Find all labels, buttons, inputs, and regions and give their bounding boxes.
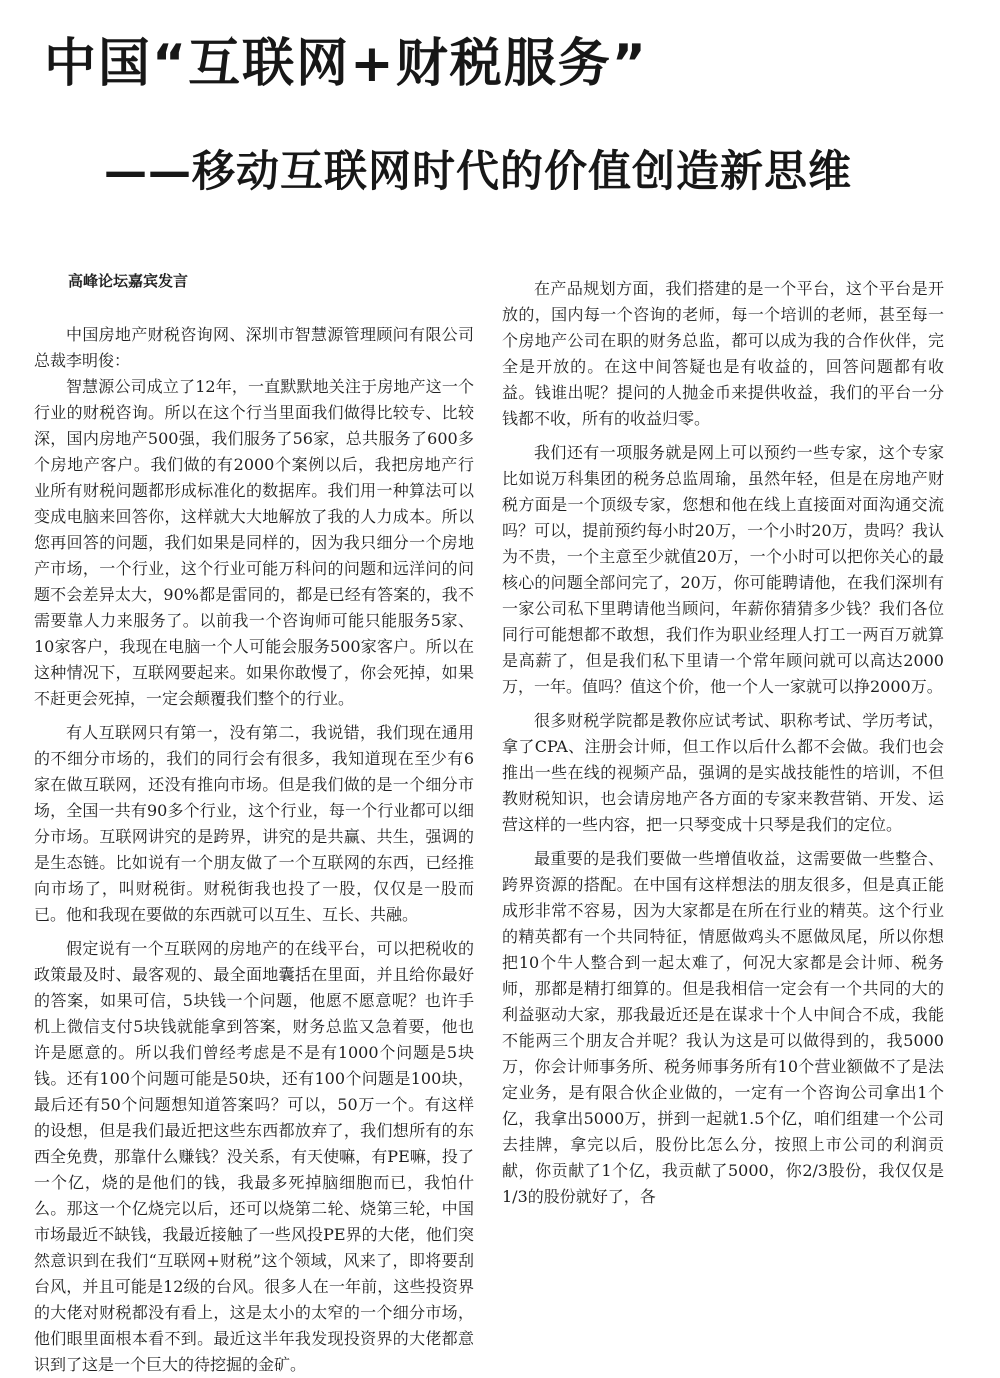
left-column: [34, 268, 474, 1374]
paragraph-5: 我们还有一项服务就是网上可以预约一些专家，这个专家比如说万科集团的税务总监周瑜，虽然年轻，但是在房地产财税方面是一个顶级专家，您想和他在线上直接面对面沟通交流吗？可以，提前预约每小时20万，一个小时20万，贵吗？我认为不贵，一个主意至少就值20万，一个小时可以把你关心的最核心的问题全部问完了，20万，你可能聘请他，在我们深圳有一家公司私下里聘请他当顾问，年薪你猜猜多少钱？我们各位同行可能想都不敢想，我们作为职业经理人打工一两百万就算是高薪了，但是我们私下里请一个常年顾问就可以高达2000万，一年。值吗？值这个价，他一个人一家就可以挣2000万。: [502, 443, 944, 696]
right-column: [502, 268, 944, 1268]
article-subtitle: ——移动互联网时代的价值创造新思维: [104, 147, 852, 197]
paragraph-6: 很多财税学院都是教你应试考试、职称考试、学历考试，拿了CPA、注册会计师，但工作以后什么都不会做。我们也会推出一些在线的视频产品，强调的是实战技能性的培训，不但教财税知识，也会请房地产各方面的专家来教营销、开发、运营这样的一些内容，把一只琴变成十只琴是我们的定位。: [502, 711, 944, 834]
paragraph-1: 智慧源公司成立了12年，一直默默地关注于房地产这一个行业的财税咨询。所以在这个行当里面我们做得比较专、比较深，国内房地产500强，我们服务了56家，总共服务了600多个房地产客户。我们做的有2000个案例以后，我把房地产行业所有财税问题都形成标准化的数据库。我们用一种算法可以变成电脑来回答你，这样就大大地解放了我的人力成本。所以您再回答的问题，我们如果是同样的，因为我只细分一个房地产市场，一个行业，这个行业可能万科问的问题和远洋问的问题不会差异太大，90%都是雷同的，都是已经有答案的，我不需要靠人力来服务了。以前我一个咨询师可能只能服务5家、10家客户，我现在电脑一个人可能会服务500家客户。所以在这种情况下，互联网要起来。如果你敢慢了，你会死掉，如果不赶更会死掉，一定会颠覆我们整个的行业。: [34, 377, 474, 708]
paragraph-4: 在产品规划方面，我们搭建的是一个平台，这个平台是开放的，国内每一个咨询的老师，每一个培训的老师，甚至每一个房地产公司在职的财务总监，都可以成为我的合作伙伴，完全是开放的。在这中间答疑也是有收益的，回答问题都有收益。钱谁出呢？提问的人抛金币来提供收益，我们的平台一分钱都不收，所有的收益归零。: [502, 279, 944, 428]
speaker-intro: 中国房地产财税咨询网、深圳市智慧源管理顾问有限公司总裁李明俊：: [34, 325, 474, 370]
paragraph-3: 假定说有一个互联网的房地产的在线平台，可以把税收的政策最及时、最客观的、最全面地囊括在里面，并且给你最好的答案，如果可信，5块钱一个问题，他愿不愿意呢？也许手机上微信支付5块钱就能拿到答案，财务总监又急着要，他也许是愿意的。所以我们曾经考虑是不是有1000个问题是5块钱。还有100个问题可能是50块，还有100个问题是100块，最后还有50个问题想知道答案吗？可以，50万一个。有这样的设想，但是我们最近把这些东西都放弃了，我们想所有的东西全免费，那靠什么赚钱？没关系，有天使嘛，有PE嘛，投了一个亿，烧的是他们的钱，我最多死掉脑细胞而已，我怕什么。那这一个亿烧完以后，还可以烧第二轮、烧第三轮，中国市场最近不缺钱，我最近接触了一些风投PE界的大佬，他们突然意识到在我们“互联网+财税”这个领域，风来了，即将要刮台风，并且可能是12级的台风。很多人在一年前，这些投资界的大佬对财税都没有看上，这是太小的太窄的一个细分市场，他们眼里面根本看不到。最近这半年我发现投资界的大佬都意识到了这是一个巨大的待挖掘的金矿。: [34, 939, 474, 1374]
paragraph-2: 有人互联网只有第一，没有第二，我说错，我们现在通用的不细分市场的，我们的同行会有很多，我知道现在至少有6家在做互联网，还没有推向市场。但是我们做的是一个细分市场，全国一共有90多个行业，这个行业，每一个行业都可以细分市场。互联网讲究的是跨界，讲究的是共赢、共生，强调的是生态链。比如说有一个朋友做了一个互联网的东西，已经推向市场了，叫财税街。财税街我也投了一股，仅仅是一股而已。他和我现在要做的东西就可以互生、互长、共融。: [34, 723, 474, 924]
paragraph-7: 最重要的是我们要做一些增值收益，这需要做一些整合、跨界资源的搭配。在中国有这样想法的朋友很多，但是真正能成形非常不容易，因为大家都是在所在行业的精英。这个行业的精英都有一个共同特征，情愿做鸡头不愿做凤尾，所以你想把10个牛人整合到一起太难了，何况大家都是会计师、税务师，那都是精打细算的。但是我相信一定会有一个共同的大的利益驱动大家，那我最近还是在谋求十个人中间合不成，我能不能两三个朋友合并呢？我认为这是可以做得到的，我5000万，你会计师事务所、税务师事务所有10个营业额做不了是法定业务，是有限合伙企业做的，一定有一个咨询公司拿出1个亿，我拿出5000万，拼到一起就1.5个亿，咱们组建一个公司去挂牌，拿完以后，股份比怎么分，按照上市公司的利润贡献，你贡献了1个亿，我贡献了5000，你2/3股份，我仅仅是1/3的股份就好了，各: [502, 849, 944, 1206]
article-title: 中国“互联网+财税服务”: [44, 34, 648, 94]
forum-label: 高峰论坛嘉宾发言: [68, 272, 189, 290]
